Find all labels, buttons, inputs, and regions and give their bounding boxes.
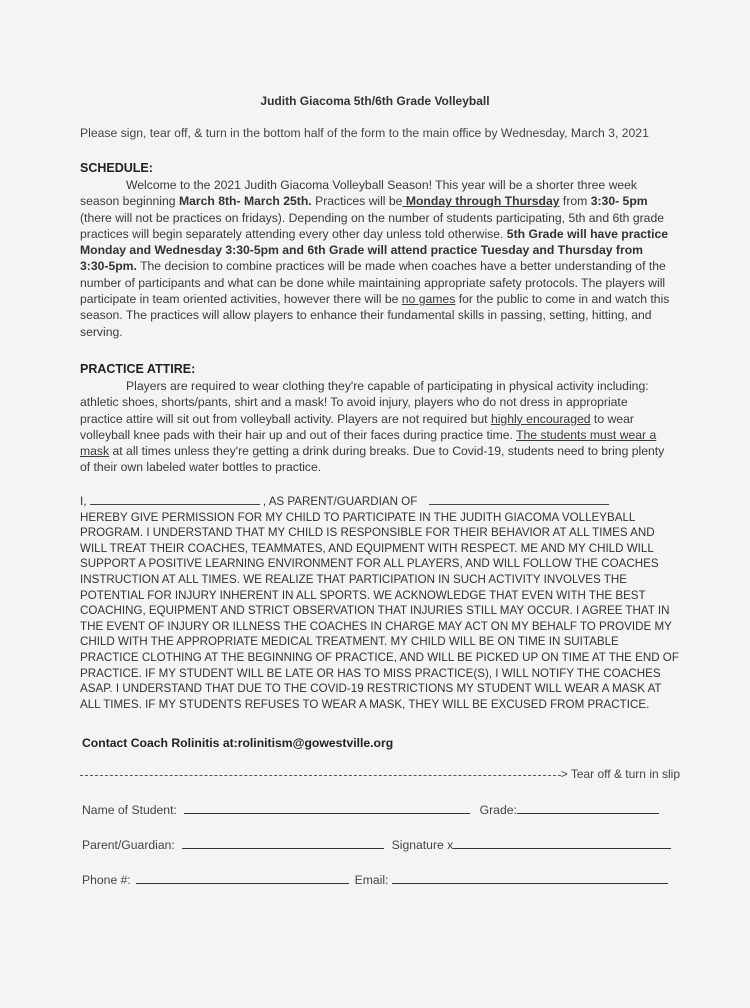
attire-paragraph: Players are required to wear clothing they're capable of participating in physical activity including: athletic shoes, shorts/pants, shirt and a mask! To avoid injury, players who do not dress in appropriate practice attire will sit out from volleyball activity. Players are not required but highly encouraged to wear volleyball knee pads with their hair up and out of their faces during practice time. The students must wear a mask at all times unless they're getting a drink during breaks. Due to Covid-19, students need to bring plenty of their own labeled water bottles to practice. xyxy=(80,379,665,475)
parent-row xyxy=(82,838,682,852)
student-row xyxy=(82,803,682,817)
student-name-label: Name of Student: xyxy=(82,803,177,817)
schedule-paragraph: Welcome to the 2021 Judith Giacoma Volleyball Season! This year will be a shorter three week season beginning March 8th- March 25th. Practices will be Monday through Thursday from 3:30- 5pm (there will not be practices on fridays). Depending on the number of students participating, 5th and 6th grade practices will begin separately attending every other day unless told otherwise. 5th Grade will have practice Monday and Wednesday 3:30-5pm and 6th Grade will attend practice Tuesday and Thursday from 3:30-5pm. The decision to combine practices will be made when coaches have a better understanding of the number of participants and what can be done while maintaining appropriate safety protocols. The players will participate in team oriented activities, however there will be no games for the public to come in and watch this season. The practices will allow players to enhance their fundamental skills in passing, setting, hitting, and serving. xyxy=(80,178,670,339)
schedule-heading: SCHEDULE: xyxy=(80,161,153,175)
instructions-text: Please sign, tear off, & turn in the bottom half of the form to the main office by Wednesday, March 3, 2021 xyxy=(80,126,649,140)
encouraged-text: highly encouraged xyxy=(490,411,591,426)
attire-heading: PRACTICE ATTIRE: xyxy=(80,362,196,376)
no-games-text: no games xyxy=(401,292,456,307)
permission-statement: I, , AS PARENT/GUARDIAN OF HEREBY GIVE PERMISSION FOR MY CHILD TO PARTICIPATE IN THE JUDITH GIACOMA VOLLEYBALL PROGRAM. I UNDERSTAND THAT MY CHILD IS RESPONSIBLE FOR THEIR BEHAVIOR AT ALL TIMES AND WILL TREAT THEIR COACHES, TEAMMATES, AND EQUIPMENT WITH RESPECT. ME AND MY CHILD WILL SUPPORT A POSITIVE LEARNING ENVIRONMENT FOR ALL PLAYERS, AND WILL FOLLOW THE COACHES INSTRUCTION AT ALL TIMES. WE REALIZE THAT PARTICIPATION IN SUCH ACTIVITY INVOLVES THE POTENTIAL FOR INJURY INHERENT IN ALL SPORTS. WE ACKNOWLEDGE THAT EVEN WITH THE BEST COACHING, EQUIPMENT AND STRICT OBSERVATION THAT INJURIES STILL MAY OCCUR. I AGREE THAT IN THE EVENT OF INJURY OR ILLNESS THE COACHES IN CHARGE MAY ACT ON MY BEHALF TO PROVIDE MY CHILD WITH THE APPROPRIATE MEDICAL TREATMENT. MY CHILD WILL BE ON TIME IN SUITABLE PRACTICE CLOTHING AT THE BEGINNING OF PRACTICE, AND WILL BE PICKED UP ON TIME AT THE END OF PRACTICE. IF MY STUDENT WILL BE LATE OR HAS TO MISS PRACTICE(S), I WILL NOTIFY THE COACHES ASAP. I UNDERSTAND THAT DUE TO THE COVID-19 RESTRICTIONS MY STUDENT WILL WEAR A MASK AT ALL TIMES. IF MY STUDENTS REFUSES TO WEAR A MASK, THEY WILL BE EXCUSED FROM PRACTICE. xyxy=(80,495,679,711)
season-dates: March 8th- March 25th. xyxy=(178,194,312,209)
child-name-blank[interactable] xyxy=(429,493,609,505)
parent-guardian-label: Parent/Guardian: xyxy=(82,838,175,852)
email-field[interactable] xyxy=(392,873,668,884)
grade-schedule: 5th Grade will have practice Monday and Wednesday 3:30-5pm and 6th Grade will attend practice Tuesday and Thursday from 3:30-5pm. xyxy=(80,226,669,274)
grade-label: Grade: xyxy=(479,803,517,817)
phone-row xyxy=(82,873,682,887)
parent-guardian-field[interactable] xyxy=(182,838,384,849)
email-label: Email: xyxy=(354,873,389,887)
practice-time: 3:30- 5pm xyxy=(590,194,648,209)
tear-off-line xyxy=(80,767,680,781)
tear-dashes xyxy=(80,775,561,776)
signature-label: Signature x xyxy=(391,838,454,852)
grade-field[interactable] xyxy=(517,803,659,814)
tear-label: > Tear off & turn in slip xyxy=(560,767,680,781)
document-title: Judith Giacoma 5th/6th Grade Volleyball xyxy=(260,94,490,108)
signature-field[interactable] xyxy=(453,838,671,849)
phone-label: Phone #: xyxy=(82,873,131,887)
phone-field[interactable] xyxy=(136,873,349,884)
contact-line: Contact Coach Rolinitis at:rolinitism@gowestville.org xyxy=(82,736,394,750)
mask-requirement: The students must wear a mask xyxy=(80,427,657,459)
practice-days: Monday through Thursday xyxy=(402,194,560,209)
parent-name-blank[interactable] xyxy=(90,493,260,505)
student-name-field[interactable] xyxy=(184,803,470,814)
